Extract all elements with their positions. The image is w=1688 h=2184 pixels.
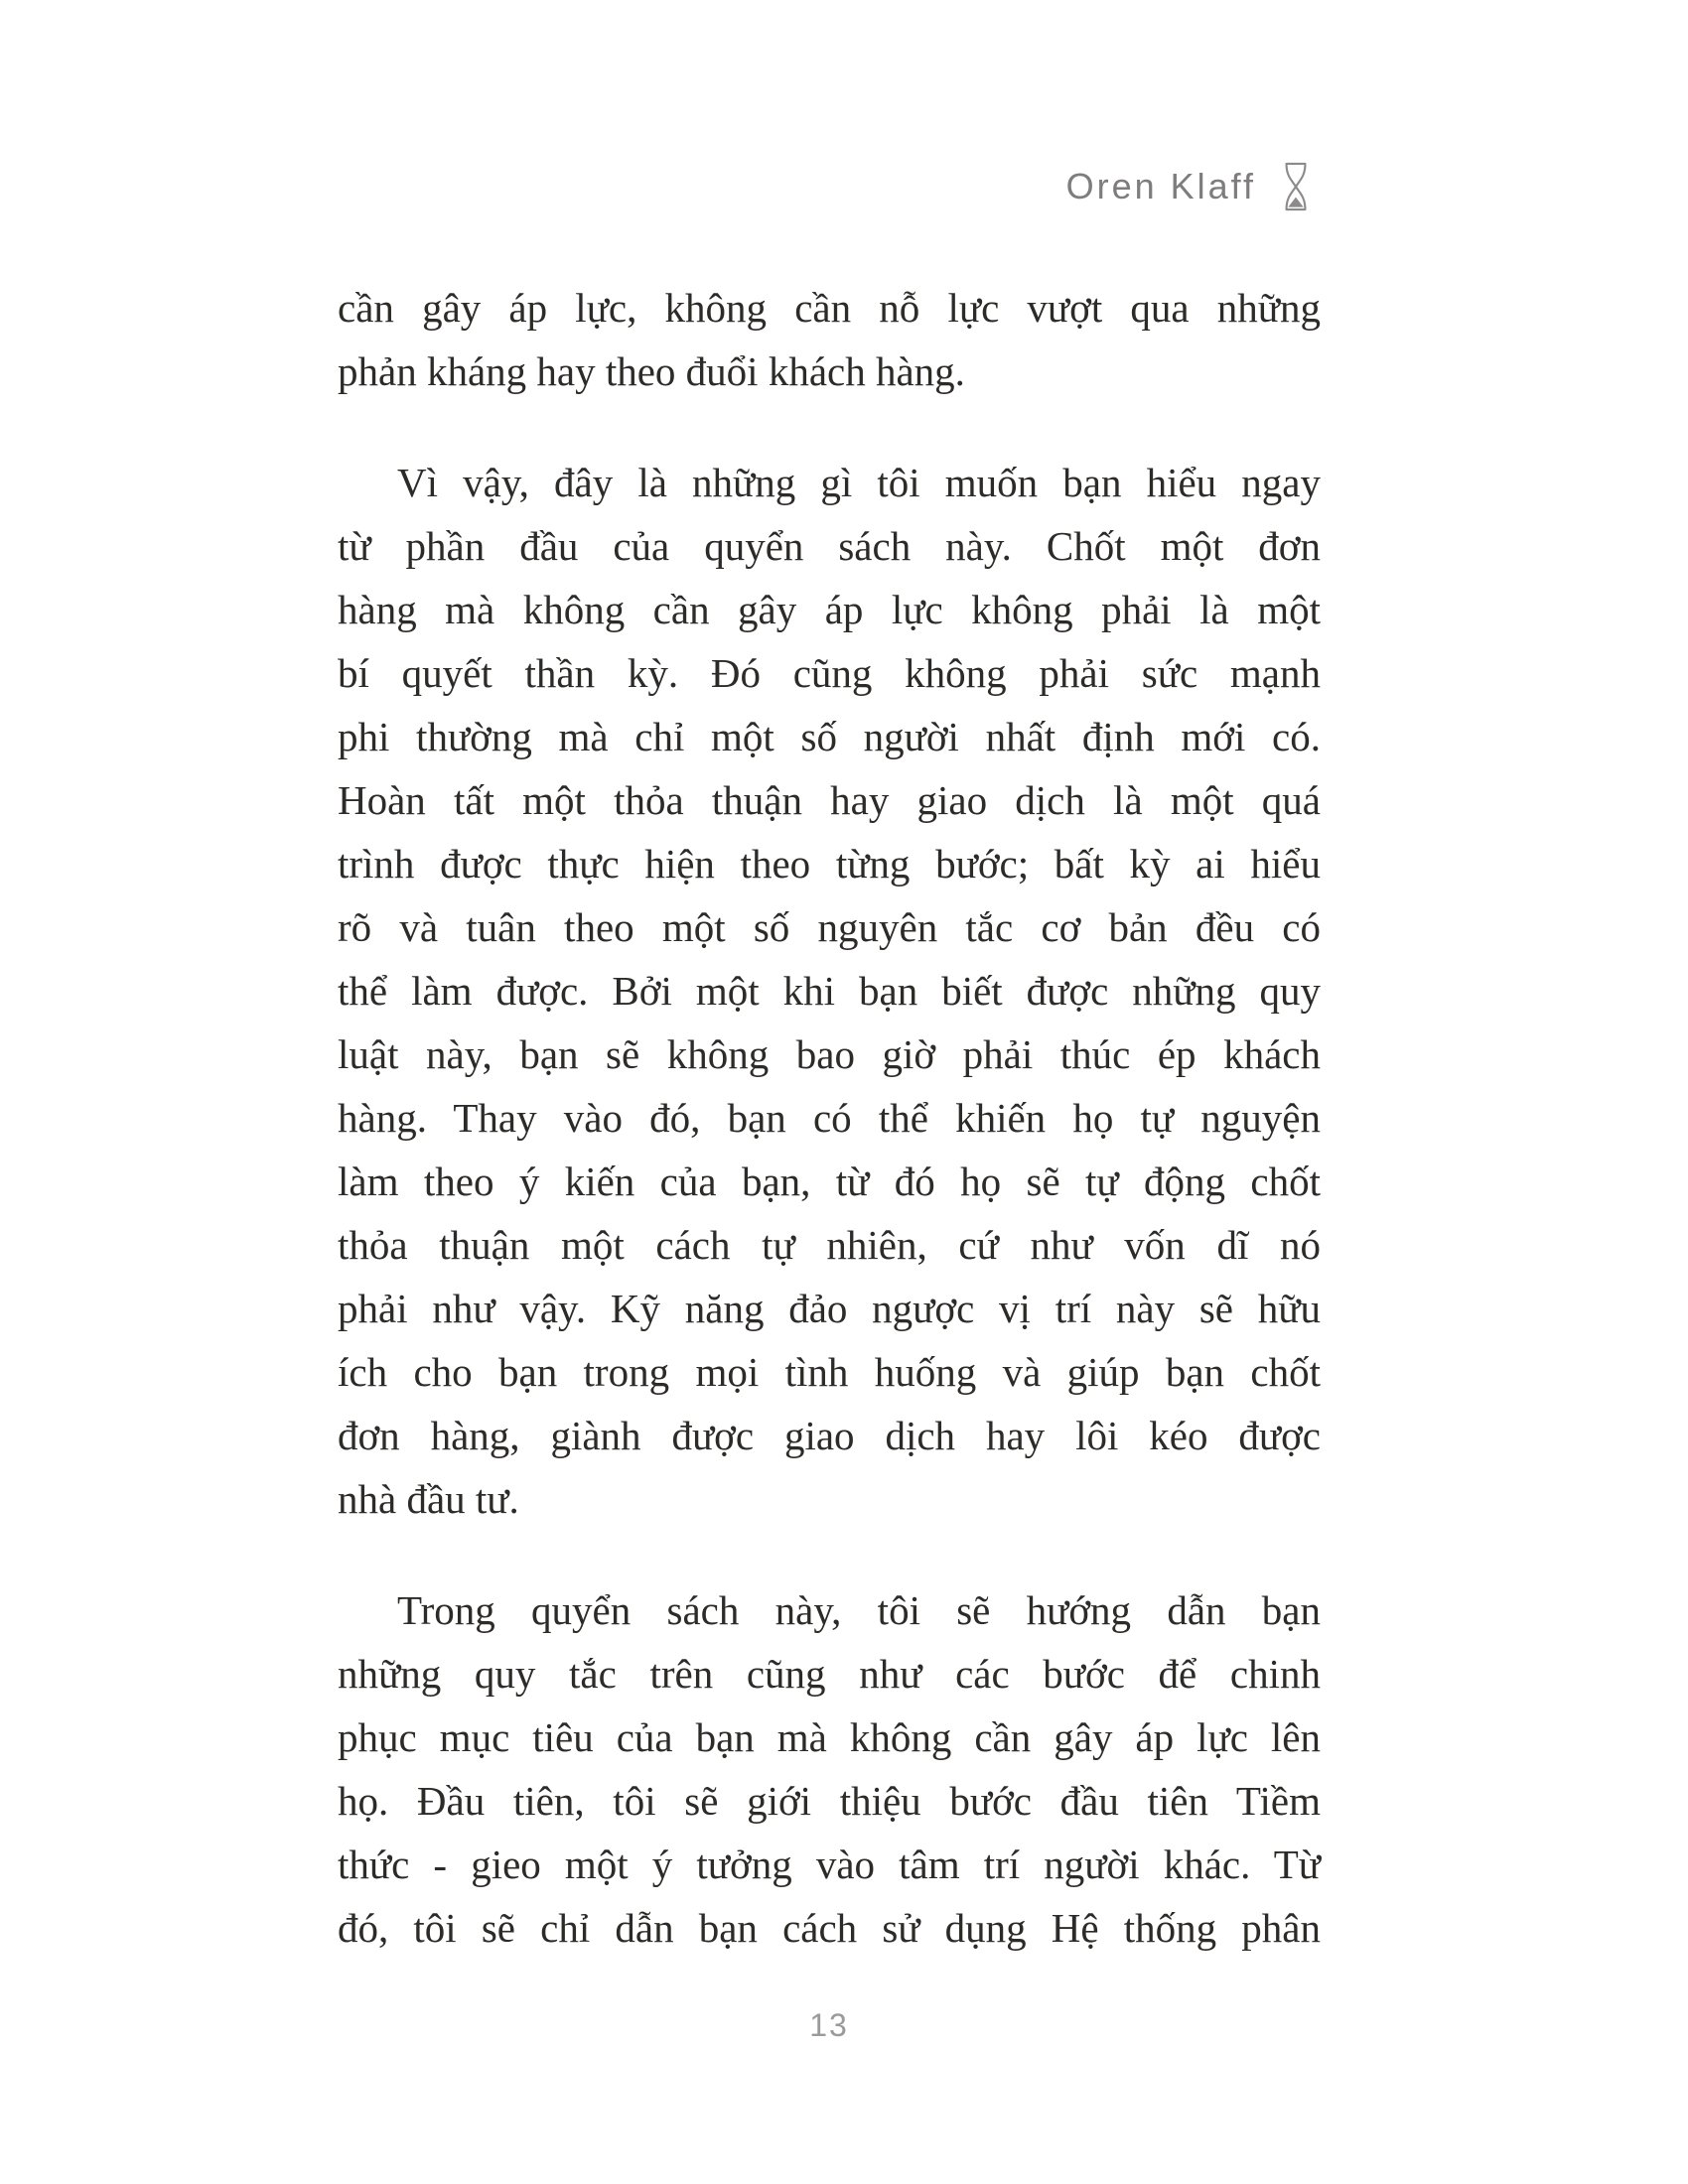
text-line: ích cho bạn trong mọi tình huống và giúp bạn chốt xyxy=(338,1349,1321,1395)
text-line: thể làm được. Bởi một khi bạn biết được những quy xyxy=(338,968,1321,1014)
page-number: 13 xyxy=(809,2007,849,2043)
paragraph xyxy=(338,1578,1321,1960)
text-line: Vì vậy, đây là những gì tôi muốn bạn hiểu ngay xyxy=(397,460,1321,505)
text-line: đơn hàng, giành được giao dịch hay lôi kéo được xyxy=(338,1413,1321,1458)
text-line: cần gây áp lực, không cần nỗ lực vượt qua những xyxy=(338,285,1321,331)
running-header-author: Oren Klaff xyxy=(1065,166,1256,206)
text-line: làm theo ý kiến của bạn, từ đó họ sẽ tự động chốt xyxy=(338,1159,1321,1204)
paragraph xyxy=(338,451,1321,1531)
text-line: phải như vậy. Kỹ năng đảo ngược vị trí này sẽ hữu xyxy=(338,1286,1321,1331)
text-line: Hoàn tất một thỏa thuận hay giao dịch là một quá xyxy=(338,777,1321,823)
paragraph xyxy=(338,276,1321,403)
text-line: phản kháng hay theo đuổi khách hàng. xyxy=(338,348,965,394)
text-line: phi thường mà chỉ một số người nhất định mới có. xyxy=(338,714,1321,759)
text-line: nhà đầu tư. xyxy=(338,1476,519,1522)
text-line: thỏa thuận một cách tự nhiên, cứ như vốn dĩ nó xyxy=(338,1222,1321,1268)
text-line: hàng. Thay vào đó, bạn có thể khiến họ tự nguyện xyxy=(338,1095,1321,1141)
text-line: rõ và tuân theo một số nguyên tắc cơ bản đều có xyxy=(338,904,1321,950)
text-line: những quy tắc trên cũng như các bước để chinh xyxy=(338,1651,1321,1697)
text-line: bí quyết thần kỳ. Đó cũng không phải sức mạnh xyxy=(338,650,1321,696)
text-line: đó, tôi sẽ chỉ dẫn bạn cách sử dụng Hệ thống phân xyxy=(338,1905,1321,1951)
text-line: từ phần đầu của quyển sách này. Chốt một đơn xyxy=(338,523,1321,569)
page-footer xyxy=(338,2007,1321,2044)
text-line: thức - gieo một ý tưởng vào tâm trí người khác. Từ xyxy=(338,1842,1321,1887)
body-text xyxy=(338,276,1321,1960)
text-line: hàng mà không cần gây áp lực không phải là một xyxy=(338,587,1321,632)
text-line: Trong quyển sách này, tôi sẽ hướng dẫn bạn xyxy=(397,1587,1321,1633)
text-line: trình được thực hiện theo từng bước; bất kỳ ai hiểu xyxy=(338,841,1321,887)
text-line: luật này, bạn sẽ không bao giờ phải thúc ép khách xyxy=(338,1031,1321,1077)
hourglass-icon xyxy=(1276,161,1316,212)
text-line: phục mục tiêu của bạn mà không cần gây áp lực lên xyxy=(338,1714,1321,1760)
text-line: họ. Đầu tiên, tôi sẽ giới thiệu bước đầu tiên Tiềm xyxy=(338,1778,1321,1824)
running-header xyxy=(1066,161,1316,212)
